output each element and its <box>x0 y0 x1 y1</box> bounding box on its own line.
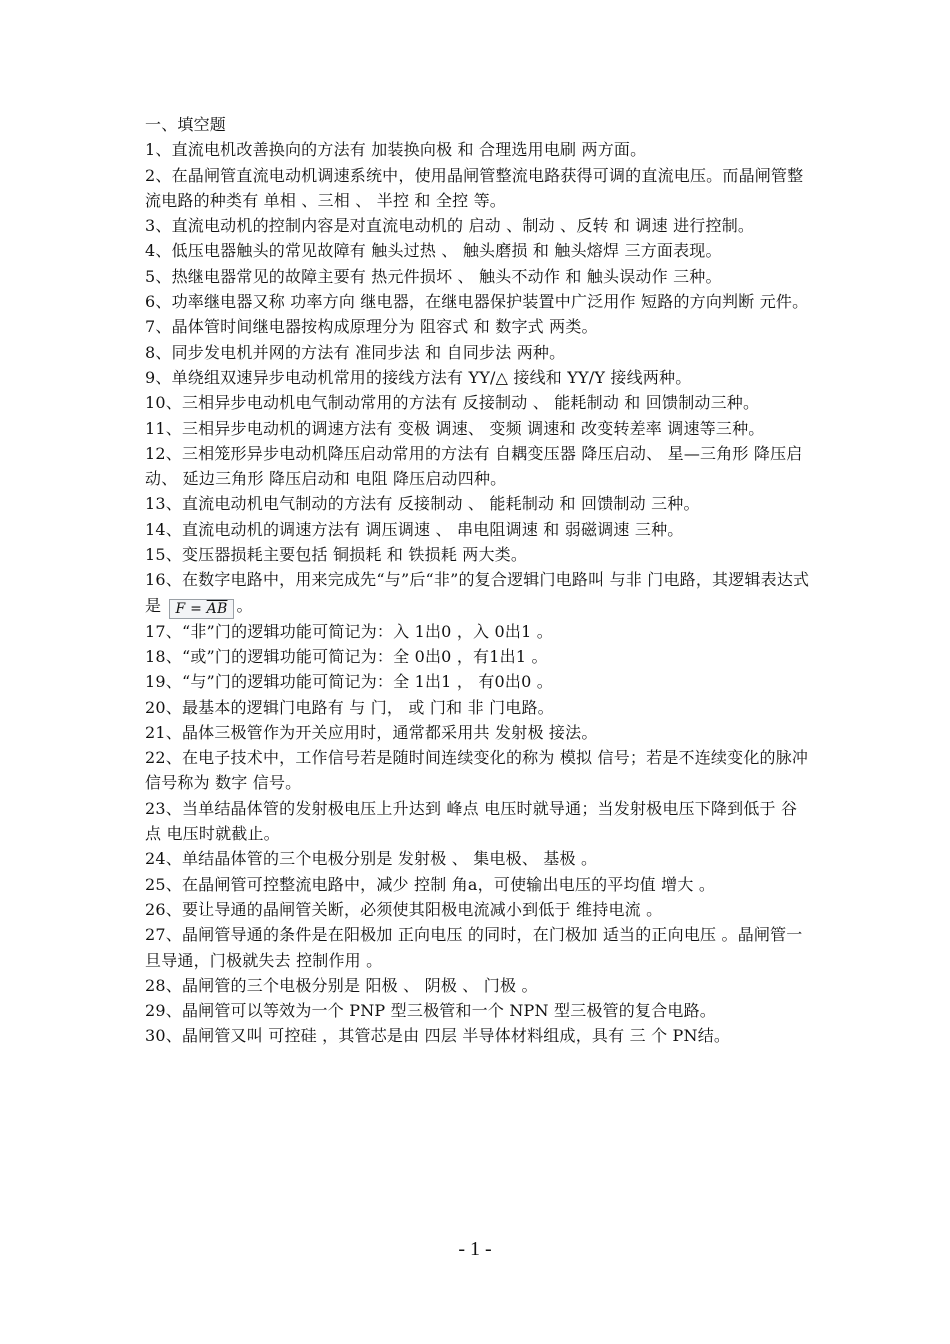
question-12: 12、三相笼形异步电动机降压启动常用的方法有 自耦变压器 降压启动、 星—三角形 降压启动、 延边三角形 降压启动和 电阻 降压启动四种。 <box>145 443 803 489</box>
question-13: 13、直流电动机电气制动的方法有 反接制动 、 能耗制动 和 回馈制动 三种。 <box>145 494 700 514</box>
formula-overlined-term: $\overline{AB}$ <box>206 600 228 617</box>
question-29: 29、晶闸管可以等效为一个 PNP 型三极管和一个 NPN 型三极管的复合电路。 <box>145 1001 717 1021</box>
question-8: 8、同步发电机并网的方法有 准同步法 和 自同步法 两种。 <box>145 342 566 362</box>
question-10: 10、三相异步电动机电气制动常用的方法有 反接制动 、 能耗制动 和 回馈制动三种。 <box>145 393 760 413</box>
page-number: - 1 - <box>458 1238 492 1260</box>
question-4: 4、低压电器触头的常见故障有 触头过热 、 触头磨损 和 触头熔焊 三方面表现。 <box>145 241 722 261</box>
question-22: 22、在电子技术中，工作信号若是随时间连续变化的称为 模拟 信号；若是不连续变化的脉冲信号称为 数字 信号。 <box>145 748 809 793</box>
question-3: 3、直流电动机的控制内容是对直流电动机的 启动 、制动 、反转 和 调速 进行控制。 <box>145 216 755 236</box>
question-14: 14、直流电动机的调速方法有 调压调速 、 串电阻调速 和 弱磁调速 三种。 <box>145 519 684 539</box>
question-7: 7、晶体管时间继电器按构成原理分为 阻容式 和 数字式 两类。 <box>145 317 598 337</box>
question-28: 28、晶闸管的三个电极分别是 阳极 、 阴极 、 门极 。 <box>145 975 538 995</box>
question-15: 15、变压器损耗主要包括 铜损耗 和 铁损耗 两大类。 <box>145 545 528 565</box>
question-16 <box>145 567 810 618</box>
question-9: 9、单绕组双速异步电动机常用的接线方法有 YY/△ 接线和 YY/Y 接线两种。 <box>145 367 692 387</box>
formula-prefix: F = <box>175 600 207 617</box>
question-27: 27、晶闸管导通的条件是在阳极加 正向电压 的同时，在门极加 适当的正向电压 。晶闸管一旦导通，门极就失去 控制作用 。 <box>145 925 803 970</box>
question-18: 18、“或”门的逻辑功能可简记为：全 0出0 ，有1出1 。 <box>145 646 548 666</box>
question-5: 5、热继电器常见的故障主要有 热元件损坏 、 触头不动作 和 触头误动作 三种。 <box>145 266 722 286</box>
question-20: 20、最基本的逻辑门电路有 与 门， 或 门和 非 门电路。 <box>145 697 554 717</box>
question-16-suffix: 。 <box>236 595 253 615</box>
question-26: 26、要让导通的晶闸管关断，必须使其阳极电流减小到低于 维持电流 。 <box>145 899 663 919</box>
question-21: 21、晶体三极管作为开关应用时，通常都采用共 发射极 接法。 <box>145 722 598 742</box>
question-11: 11、三相异步电动机的调速方法有 变极 调速、 变频 调速和 改变转差率 调速等三种。 <box>145 418 765 438</box>
document-body <box>145 112 810 1049</box>
question-24: 24、单结晶体管的三个电极分别是 发射极 、 集电极、 基极 。 <box>145 849 598 869</box>
question-23: 23、当单结晶体管的发射极电压上升达到 峰点 电压时就导通；当发射极电压下降到低于 谷点 电压时就截止。 <box>145 798 798 844</box>
question-30: 30、晶闸管又叫 可控硅 ，其管芯是由 四层 半导体材料组成，具有 三 个 PN结。 <box>145 1026 731 1046</box>
question-19: 19、“与”门的逻辑功能可简记为：全 1出1 ， 有0出0 。 <box>145 672 553 692</box>
question-16-text: 16、在数字电路中，用来完成先“与”后“非”的复合逻辑门电路叫 与非 门电路，其逻辑表达式是 <box>145 570 810 615</box>
question-17: 17、“非”门的逻辑功能可简记为：入 1出0 ，入 0出1 。 <box>145 621 553 641</box>
question-25: 25、在晶闸管可控整流电路中，减少 控制 角a，可使输出电压的平均值 增大 。 <box>145 874 716 894</box>
logic-expression-formula <box>169 599 235 619</box>
question-1: 1、直流电机改善换向的方法有 加装换向极 和 合理选用电刷 两方面。 <box>145 140 647 160</box>
question-2: 2、在晶闸管直流电动机调速系统中，使用晶闸管整流电路获得可调的直流电压。而晶闸管整流电路的种类有 单相 、三相 、 半控 和 全控 等。 <box>145 165 804 210</box>
question-6: 6、功率继电器又称 功率方向 继电器，在继电器保护装置中广泛用作 短路的方向判断 元件。 <box>145 292 809 312</box>
section-title: 一、填空题 <box>145 115 227 134</box>
